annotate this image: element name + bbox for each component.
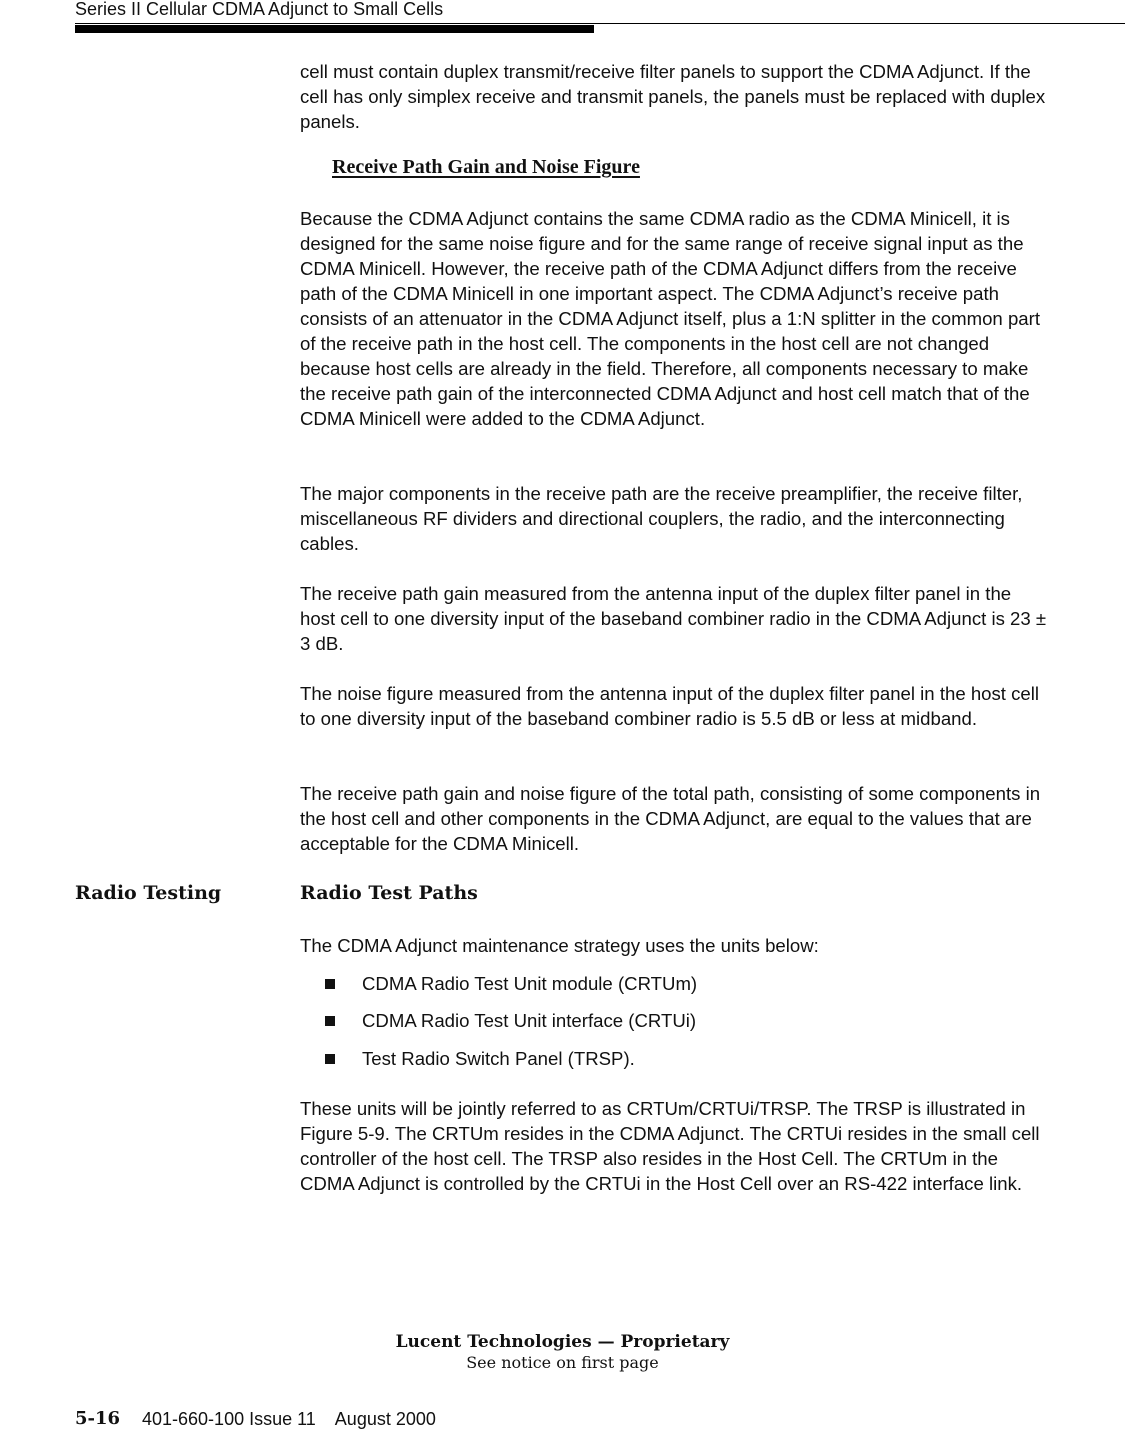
- paragraph-text: The major components in the receive path are the receive preamplifier, the receive filter, miscellaneous RF dividers and directional couplers, the radio, and the interconnecting cables.: [300, 483, 1023, 554]
- square-bullet-icon: [325, 1054, 335, 1064]
- paragraph-text: The CDMA Adjunct maintenance strategy uses the units below:: [300, 935, 819, 956]
- paragraph-text: The receive path gain measured from the antenna input of the duplex filter panel in the host cell to one diversity input of the baseband combiner radio in the CDMA Adjunct is 23 ± 3 dB.: [300, 583, 1047, 654]
- list-item-text: CDMA Radio Test Unit module (CRTUm): [362, 973, 698, 994]
- list-item-text: CDMA Radio Test Unit interface (CRTUi): [362, 1010, 697, 1031]
- paragraph-text: These units will be jointly referred to as CRTUm/CRTUi/TRSP. The TRSP is illustrated in Figure 5-9. The CRTUm resides in the CDMA Adjunct. The CRTUi resides in the small cell controller of the host cell. The TRSP also resides in the Host Cell. The CRTUm in the CDMA Adjunct is controlled by the CRTUi in the Host Cell over an RS-422 interface link.: [300, 1098, 1040, 1194]
- running-header: Series II Cellular CDMA Adjunct to Small Cells: [75, 0, 444, 19]
- body-paragraph: [300, 681, 1050, 731]
- footer-notice: See notice on first page: [466, 1353, 659, 1372]
- square-bullet-icon: [325, 979, 335, 989]
- receive-path-heading: Receive Path Gain and Noise Figure: [332, 156, 640, 178]
- page-number: 5-16: [75, 1408, 121, 1429]
- body-paragraph: [300, 59, 1050, 134]
- body-paragraph: [300, 1096, 1050, 1196]
- header-rule: [75, 23, 1125, 24]
- paragraph-text: cell must contain duplex transmit/receive filter panels to support the CDMA Adjunct. If the cell has only simplex receive and transmit panels, the panels must be replaced with duplex panels.: [300, 61, 1046, 132]
- square-bullet-icon: [325, 1016, 335, 1026]
- list-item-text: Test Radio Switch Panel (TRSP).: [362, 1048, 635, 1069]
- body-paragraph: [300, 933, 1050, 958]
- body-paragraph: [300, 481, 1050, 556]
- body-paragraph: [300, 206, 1050, 431]
- paragraph-text: The receive path gain and noise figure of the total path, consisting of some components in the host cell and other components in the CDMA Adjunct, are equal to the values that are acceptable for the CDMA Minicell.: [300, 783, 1041, 854]
- section-heading: Radio Test Paths: [300, 882, 478, 904]
- header-rule-accent: [75, 25, 594, 33]
- footer-company: Lucent Technologies — Proprietary: [395, 1332, 730, 1352]
- paragraph-text: Because the CDMA Adjunct contains the same CDMA radio as the CDMA Minicell, it is designed for the same noise figure and for the same range of receive signal input as the CDMA Minicell. However, the receive path of the CDMA Adjunct differs from the receive path of the CDMA Minicell in one important aspect. The CDMA Adjunct’s receive path consists of an attenuator in the CDMA Adjunct itself, plus a 1:N splitter in the common part of the receive path in the host cell. The components in the host cell are not changed because host cells are already in the field. Therefore, all components necessary to make the receive path gain of the interconnected CDMA Adjunct and host cell match that of the CDMA Minicell were added to the CDMA Adjunct.: [300, 208, 1040, 429]
- side-heading: Radio Testing: [75, 882, 222, 904]
- paragraph-text: The noise figure measured from the antenna input of the duplex filter panel in the host cell to one diversity input of the baseband combiner radio is 5.5 dB or less at midband.: [300, 683, 1040, 729]
- body-paragraph: [300, 581, 1050, 656]
- body-paragraph: [300, 781, 1050, 856]
- document-info: 401-660-100 Issue 11 August 2000: [142, 1409, 436, 1429]
